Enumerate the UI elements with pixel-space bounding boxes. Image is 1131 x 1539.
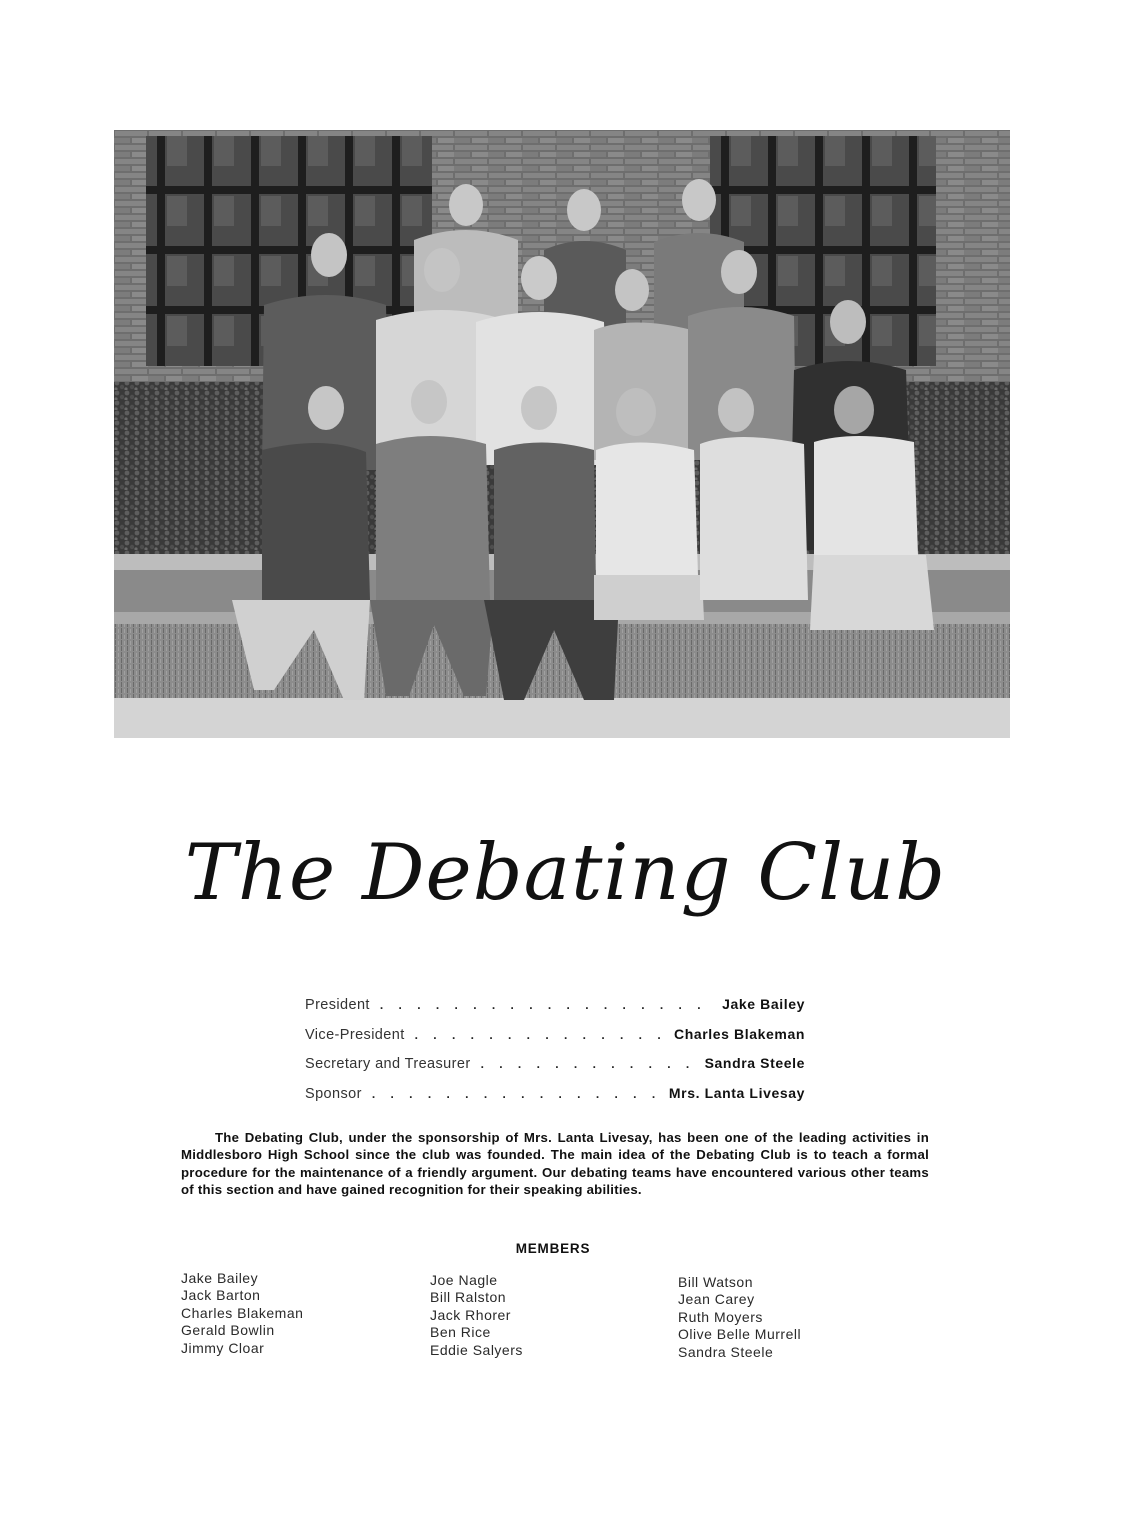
member-name: Jean Carey (678, 1291, 755, 1308)
officer-row-sponsor (305, 1085, 805, 1115)
club-description: The Debating Club, under the sponsorship of Mrs. Lanta Livesay, has been one of the leading activities in Middlesboro High School since the club was founded. The main idea of the Debating Club is to teach a formal procedure for the maintenance of a friendly argument. Our debating teams have encountered various other teams of this section and have gained recognition for their speaking abilities. (181, 1130, 929, 1197)
officer-name: Sandra Steele (704, 1055, 805, 1071)
member-name: Jack Rhorer (430, 1306, 511, 1323)
member-name: Bill Watson (678, 1274, 754, 1290)
leader-dots (380, 998, 712, 1012)
member-name: Olive Belle Murrell (678, 1326, 802, 1343)
member-name: Joe Nagle (430, 1272, 498, 1288)
member-name: Jack Barton (181, 1287, 261, 1304)
page-title: The Debating Club (184, 828, 947, 918)
officer-role: Vice-President (305, 1026, 405, 1043)
member-name: Ben Rice (430, 1324, 491, 1341)
group-photo-illustration (114, 130, 1010, 738)
officer-name: Mrs. Lanta Livesay (668, 1084, 805, 1101)
officer-role: President (305, 997, 370, 1013)
officers-list (305, 996, 805, 1114)
member-name: Ruth Moyers (678, 1308, 763, 1325)
member-name: Gerald Bowlin (181, 1322, 275, 1339)
member-name: Bill Ralston (430, 1289, 507, 1306)
officer-row-president (305, 996, 805, 1026)
member-name: Jake Bailey (181, 1270, 259, 1286)
leader-dots (415, 1028, 664, 1042)
officer-row-vice-president (305, 1026, 805, 1056)
group-photo (114, 130, 1010, 738)
members-column-1 (181, 1270, 303, 1357)
officer-role: Secretary and Treasurer (305, 1056, 471, 1072)
members-column-2 (430, 1272, 523, 1359)
officer-row-secretary-treasurer (305, 1055, 805, 1085)
member-name: Charles Blakeman (181, 1304, 304, 1321)
member-name: Jimmy Cloar (181, 1339, 265, 1356)
leader-dots (372, 1087, 659, 1101)
member-name: Sandra Steele (678, 1343, 774, 1360)
officer-name: Jake Bailey (722, 996, 805, 1012)
members-column-3 (678, 1274, 801, 1361)
member-name: Eddie Salyers (430, 1341, 523, 1358)
members-heading: MEMBERS (515, 1241, 591, 1256)
leader-dots (481, 1057, 695, 1071)
officer-name: Charles Blakeman (674, 1025, 805, 1042)
officer-role: Sponsor (305, 1085, 362, 1102)
